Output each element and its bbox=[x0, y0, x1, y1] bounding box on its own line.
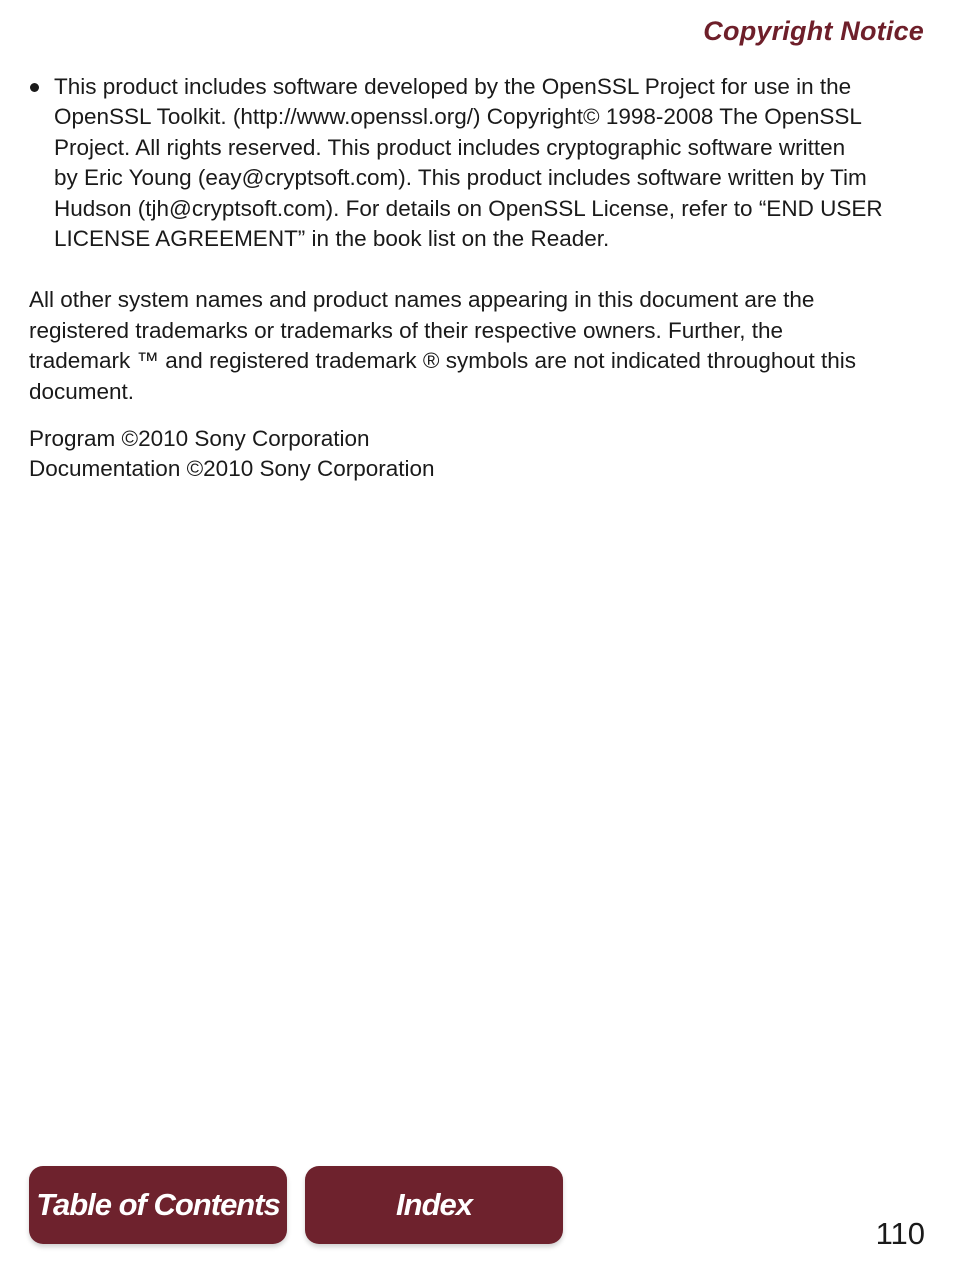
trademark-line: document. bbox=[29, 378, 135, 404]
table-of-contents-label: Table of Contents bbox=[36, 1187, 280, 1222]
trademark-line: All other system names and product names appearing in this document are the bbox=[29, 287, 815, 313]
trademark-line: trademark ™ and registered trademark ® symbols are not indicated throughout this bbox=[29, 348, 856, 374]
openssl-bullet-item bbox=[29, 72, 919, 254]
page-number: 110 bbox=[875, 1216, 925, 1251]
bullet-line: Project. All rights reserved. This product includes cryptographic software written bbox=[54, 134, 846, 160]
bullet-dot-icon bbox=[30, 83, 39, 92]
index-label: Index bbox=[396, 1187, 472, 1222]
index-button[interactable] bbox=[305, 1166, 563, 1244]
bullet-line: Hudson (tjh@cryptsoft.com). For details on OpenSSL License, refer to “END USER bbox=[54, 195, 883, 221]
program-copyright: Program ©2010 Sony Corporation bbox=[29, 426, 370, 452]
copyright-paragraph bbox=[29, 424, 919, 485]
page-content bbox=[29, 72, 919, 502]
bullet-line: by Eric Young (eay@cryptsoft.com). This product includes software written by Tim bbox=[54, 165, 867, 191]
bullet-line: This product includes software developed by the OpenSSL Project for use in the bbox=[54, 74, 852, 99]
trademark-line: registered trademarks or trademarks of their respective owners. Further, the bbox=[29, 317, 784, 343]
bullet-line: OpenSSL Toolkit. (http://www.openssl.org/) Copyright© 1998-2008 The OpenSSL bbox=[54, 104, 862, 130]
trademark-paragraph bbox=[29, 285, 919, 407]
documentation-copyright: Documentation ©2010 Sony Corporation bbox=[29, 456, 435, 482]
bullet-line: LICENSE AGREEMENT” in the book list on the Reader. bbox=[54, 226, 610, 252]
section-title: Copyright Notice bbox=[703, 16, 924, 46]
table-of-contents-button[interactable] bbox=[29, 1166, 287, 1244]
